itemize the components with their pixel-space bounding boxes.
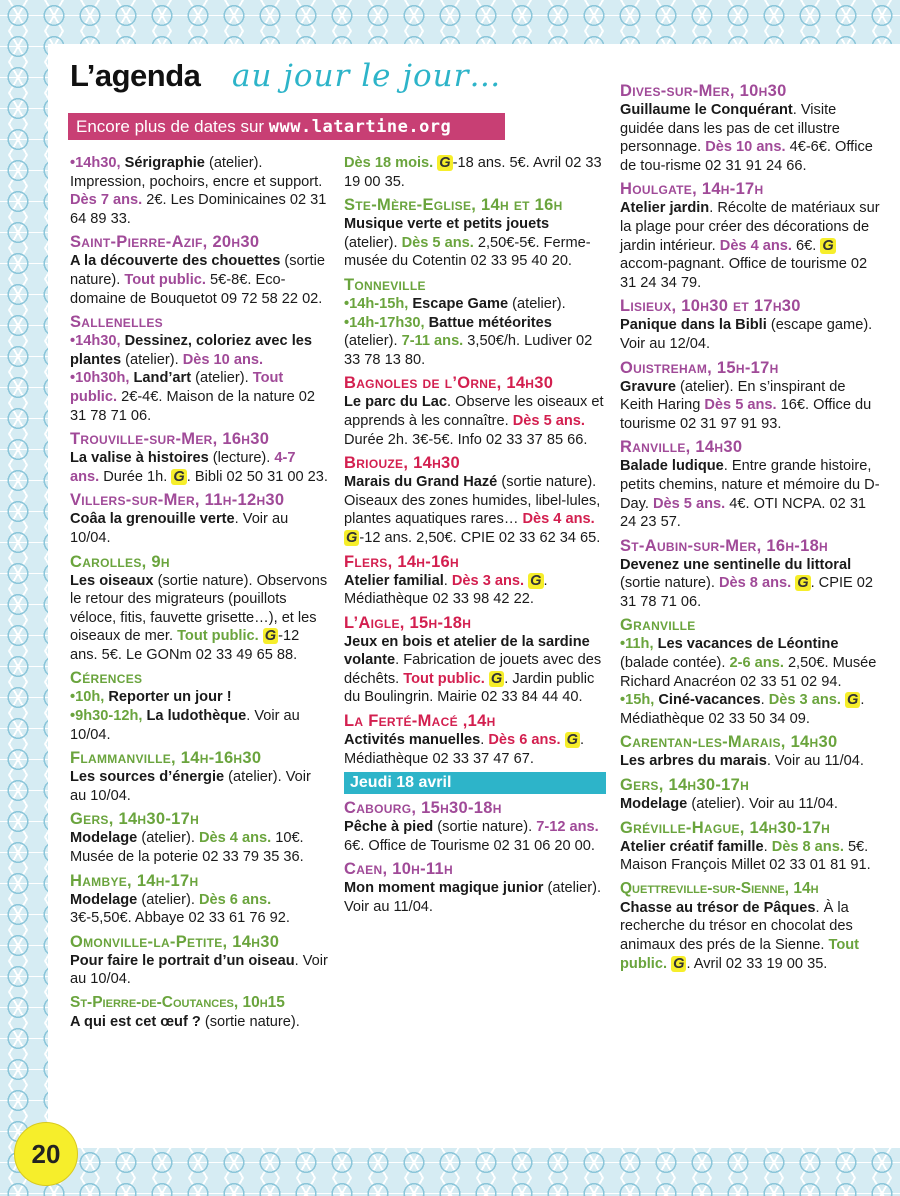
event-city: Gréville-Hague, 14h30-17h <box>620 818 831 837</box>
event-entry <box>344 572 604 609</box>
event-title: Coâa la grenouille verte <box>70 511 235 528</box>
event-entry <box>620 316 882 353</box>
event-details: Durée 1h. <box>99 468 172 485</box>
event-title: Activités manuelles <box>344 732 481 749</box>
event-entry <box>620 556 882 612</box>
event-age: 2-6 ans. <box>729 655 784 672</box>
event-time: •14h-17h30, <box>344 314 429 331</box>
event-city: L’Aigle, 15h-18h <box>344 613 472 632</box>
event-time: •9h30-12h, <box>70 708 147 725</box>
event-age: Tout public. <box>620 937 860 972</box>
event-title: Pêche à pied <box>344 819 434 836</box>
page-title: L’agenda <box>70 58 201 93</box>
event-details: 6€. <box>791 237 821 254</box>
event-city: Quettreville-sur-Sienne, 14h <box>620 879 819 897</box>
event-city: Houlgate, 14h-17h <box>620 180 764 199</box>
event-age: Tout public. <box>177 628 259 645</box>
event-age: Dès 10 ans. <box>182 351 264 368</box>
event-title: Modelage <box>70 830 138 847</box>
event-details: (sortie nature). <box>433 819 537 836</box>
event-details: . <box>480 732 489 749</box>
event-title: Chasse au trésor de Pâques <box>620 899 816 916</box>
page-number-badge: 20 <box>14 1122 78 1186</box>
event-details: -12 ans. 2,50€. CPIE 02 33 62 34 65. <box>359 529 601 546</box>
event-details: 5€-8€. Eco-domaine de Bouquetot 09 72 58 22 02. <box>70 271 323 307</box>
event-city: Dives-sur-Mer, 10h30 <box>620 82 787 100</box>
event-title: Guillaume le Conquérant <box>620 102 793 118</box>
event-details: 4€-6€. Office de tou-risme 02 31 91 24 66. <box>620 139 873 174</box>
event-entry <box>620 457 882 531</box>
event-details: 10€. Musée de la poterie 02 33 79 35 36. <box>70 830 304 866</box>
event-details: . Voir au 10/04. <box>70 952 328 988</box>
event-city: Ste-Mère-Eglise, 14h et 16h <box>344 196 563 215</box>
event-entry <box>344 393 604 449</box>
event-title: Le parc du Lac <box>344 394 447 411</box>
event-city: Flammanville, 14h-16h30 <box>70 749 262 768</box>
event-details: (atelier). <box>121 351 183 368</box>
event-entry <box>70 891 328 928</box>
event-time: •14h-15h, <box>344 295 413 312</box>
event-details: . Médiathèque 02 33 50 34 09. <box>620 692 865 727</box>
free-badge: G <box>673 955 685 972</box>
event-city: Villers-sur-Mer, 11h-12h30 <box>70 491 285 510</box>
free-badge: G <box>566 732 579 749</box>
event-title: Sérigraphie <box>124 155 205 171</box>
event-details: (atelier). <box>508 295 566 312</box>
event-title: Atelier jardin <box>620 200 710 217</box>
event-entry <box>620 691 882 728</box>
banner-prefix: Encore plus de dates sur <box>76 117 269 136</box>
event-title: A qui est cet œuf ? <box>70 1014 201 1030</box>
event-details: . Jardin public du Boulingrin. Mairie 02 33 84 44 40. <box>344 670 595 706</box>
event-details: . Récolte de matériaux sur la plage pour créer des décorations de jardin intérieur. <box>620 200 880 254</box>
event-details: (atelier). <box>191 370 253 387</box>
event-title: La valise à histoires <box>70 450 209 467</box>
event-details: 5€. Maison François Millet 02 33 01 81 91. <box>620 838 871 874</box>
free-badge: G <box>530 572 542 589</box>
event-city: Cabourg, 15h30-18h <box>344 799 502 818</box>
free-badge: G <box>173 468 185 485</box>
event-age: Dès 10 ans. <box>705 139 786 156</box>
event-entry <box>344 473 604 547</box>
event-details: 16€. Office du tourisme 02 31 97 91 93. <box>620 397 872 432</box>
event-time: •10h30h, <box>70 370 134 387</box>
event-details: 6€. Office de Tourisme 02 31 06 20 00. <box>344 837 595 854</box>
event-city: St-Aubin-sur-Mer, 16h-18h <box>620 536 829 555</box>
event-time: •11h, <box>620 636 658 653</box>
event-age: Dès 6 ans. <box>488 732 561 749</box>
event-details: . Fabrication de jouets avec des déchêts. <box>344 652 602 687</box>
event-title: Modelage <box>620 796 688 813</box>
event-city: Granville <box>620 616 696 635</box>
event-age: 7-12 ans. <box>536 819 599 836</box>
event-details: . À la recherche du trésor en chocolat des animaux des prés de la Sienne. <box>620 899 853 953</box>
event-details: (atelier). <box>344 333 402 350</box>
event-entry <box>344 295 604 314</box>
event-city: Omonville-la-Petite, 14h30 <box>70 932 280 951</box>
event-entry <box>70 1013 328 1032</box>
event-time: •15h, <box>620 692 659 709</box>
event-city: Sallenelles <box>70 313 163 332</box>
event-entry <box>70 510 328 547</box>
event-details: 2,50€. Musée Richard Anacréon 02 33 51 02 94. <box>620 655 877 690</box>
agenda-column-3 <box>620 79 882 977</box>
event-details: (atelier). <box>137 891 199 908</box>
free-badge: G <box>439 155 451 171</box>
event-entry <box>620 795 882 814</box>
event-city: Cérences <box>70 669 143 688</box>
event-age: 4-7 ans. <box>70 450 296 485</box>
event-entry <box>620 101 882 175</box>
event-entry <box>344 314 604 370</box>
event-age: Dès 5 ans. <box>652 495 726 512</box>
event-entry <box>70 829 328 866</box>
event-details: (atelier). <box>344 234 402 251</box>
event-details: -18 ans. 5€. Avril 02 33 19 00 35. <box>344 155 602 190</box>
event-details: . Bibli 02 50 31 00 23. <box>186 468 328 485</box>
event-entry <box>70 449 328 486</box>
event-details: Durée 2h. 3€-5€. Info 02 33 37 85 66. <box>344 431 588 448</box>
event-age: Dès 6 ans. <box>198 891 272 908</box>
event-title: Atelier familial <box>344 572 444 589</box>
day-header: Jeudi 18 avril <box>344 772 606 794</box>
event-details: (escape game). Voir au 12/04. <box>620 317 873 352</box>
event-entry <box>620 752 882 771</box>
event-title: Atelier créatif famille <box>620 838 764 855</box>
event-details: . Voir au 11/04. <box>766 753 864 770</box>
event-entry <box>70 332 328 369</box>
event-entry <box>620 838 882 875</box>
event-title: Mon moment magique junior <box>344 880 544 897</box>
event-title: Les vacances de Léontine <box>657 636 839 653</box>
event-details: 4€. OTI NCPA. 02 31 24 23 57. <box>620 495 867 531</box>
event-entry <box>344 215 604 271</box>
event-title: Les arbres du marais <box>620 753 767 770</box>
event-city: Trouville-sur-Mer, 16h30 <box>70 430 270 449</box>
event-age: 7-11 ans. <box>401 333 464 350</box>
event-details: . Voir au 10/04. <box>70 511 289 546</box>
event-title: Musique verte et petits jouets <box>344 216 550 233</box>
event-details: (atelier). Impression, pochoirs, encre et support. <box>70 155 323 190</box>
event-city: La Ferté-Macé ,14h <box>344 712 496 731</box>
event-details: . Médiathèque 02 33 37 47 67. <box>344 732 585 767</box>
event-title: Les sources d’énergie <box>70 769 225 786</box>
event-entry <box>70 252 328 308</box>
event-details: accom-pagnant. Office de tourisme 02 31 24 34 79. <box>620 256 868 291</box>
event-age: Dès 4 ans. <box>198 830 272 847</box>
page-title-script: au jour le jour… <box>232 58 502 94</box>
event-details: (atelier). Voir au 11/04. <box>344 880 602 916</box>
event-title: Devenez une sentinelle du littoral <box>620 556 852 573</box>
event-title: Escape Game <box>412 295 509 312</box>
event-city: Ranville, 14h30 <box>620 438 743 457</box>
event-details: (atelier). Voir au 10/04. <box>70 769 311 804</box>
event-city: Briouze, 14h30 <box>344 454 460 473</box>
event-city: St-Pierre-de-Coutances, 10h15 <box>70 994 285 1011</box>
website-banner <box>68 113 505 140</box>
event-entry <box>344 879 604 916</box>
free-badge: G <box>822 237 834 254</box>
event-age: Tout public. <box>124 271 206 288</box>
event-city: Hambye, 14h-17h <box>70 871 199 890</box>
free-badge: G <box>490 670 503 687</box>
event-age: Tout public. <box>70 370 284 405</box>
event-entry <box>70 369 328 425</box>
event-title: Modelage <box>70 891 138 908</box>
event-entry <box>620 378 882 434</box>
event-details: -12 ans. 5€. Le GONm 02 33 49 65 88. <box>70 628 300 663</box>
event-entry <box>620 899 882 973</box>
event-entry <box>344 633 604 707</box>
event-details: . <box>760 692 769 709</box>
event-details: (sortie nature). <box>200 1014 300 1030</box>
event-city: Tonneville <box>344 275 426 294</box>
event-age: Dès 8 ans. <box>718 575 792 592</box>
free-badge: G <box>346 529 358 546</box>
event-details: . CPIE 02 31 78 71 06. <box>620 575 874 610</box>
event-title: Battue météorites <box>428 314 552 331</box>
event-age: Dès 4 ans. <box>522 511 595 528</box>
event-details: . Observe les oiseaux et apprends à les connaître. <box>344 394 604 429</box>
banner-url-link[interactable]: www.latartine.org <box>268 117 452 137</box>
event-entry <box>344 154 604 191</box>
event-age: Tout public. <box>403 670 485 687</box>
event-details: . Entre grande histoire, petits chemins, nature et mémoire du D-Day. <box>620 458 880 512</box>
event-title: Pour faire le portrait d’un oiseau <box>70 952 295 969</box>
event-details: (sortie nature). Oiseaux des zones humides, libel-lules, plantes aquatiques rares… <box>344 474 601 528</box>
event-city: Caen, 10h-11h <box>344 860 453 879</box>
event-city: Lisieux, 10h30 et 17h30 <box>620 297 801 316</box>
event-age: Dès 8 ans. <box>771 838 844 855</box>
event-city: Carentan-les-Marais, 14h30 <box>620 733 838 752</box>
event-details: . Voir au 10/04. <box>70 708 300 743</box>
agenda-column-1 <box>70 154 328 1036</box>
event-details: (atelier). En s’inspirant de Keith Haring <box>620 378 846 414</box>
event-age: Dès 5 ans. <box>401 234 474 251</box>
event-details: . Avril 02 33 19 00 35. <box>686 955 828 972</box>
event-details: (sortie nature). <box>620 575 719 592</box>
event-details: 3,50€/h. Ludiver 02 33 78 13 80. <box>344 333 593 368</box>
event-age: Dès 7 ans. <box>70 192 143 209</box>
event-title: Les oiseaux <box>70 572 154 589</box>
event-entry <box>344 731 604 768</box>
event-details: (sortie nature). Observons le retour des migrateurs (pouillots véloce, fitis, fauvette grisette…), et les oiseaux de mer. <box>70 572 328 645</box>
event-city: Gers, 14h30-17h <box>620 776 750 795</box>
event-city: Bagnoles de l’Orne, 14h30 <box>344 374 554 393</box>
event-entry <box>70 154 328 228</box>
event-entry <box>70 952 328 989</box>
event-time: •14h30, <box>70 333 125 350</box>
free-badge: G <box>797 575 809 592</box>
event-title: A la découverte des chouettes <box>70 253 281 270</box>
event-entry <box>620 199 882 292</box>
event-details: (balade contée). <box>620 655 730 672</box>
event-details: (atelier). Voir au 11/04. <box>687 796 838 813</box>
event-details: 2€-4€. Maison de la nature 02 31 78 71 06. <box>70 388 315 424</box>
event-title: Ciné-vacances <box>658 692 761 709</box>
event-age: Dès 18 mois. <box>344 155 434 171</box>
event-title: Land’art <box>133 370 192 387</box>
event-time: •10h, <box>70 689 109 706</box>
event-city: Ouistreham, 15h-17h <box>620 358 779 377</box>
event-details: (lecture). <box>208 450 275 467</box>
event-age: Dès 3 ans. <box>451 572 525 589</box>
event-entry <box>70 707 328 744</box>
free-badge: G <box>846 692 859 709</box>
event-entry <box>70 688 328 707</box>
event-details: (atelier). <box>137 830 199 847</box>
event-details: 2€. Les Dominicaines 02 31 64 89 33. <box>70 192 327 227</box>
event-time: •14h30, <box>70 155 125 171</box>
event-details: . <box>763 838 772 855</box>
event-entry <box>70 768 328 805</box>
event-city: Saint-Pierre-Azif, 20h30 <box>70 233 260 252</box>
event-age: Dès 4 ans. <box>719 237 792 254</box>
event-details: 3€-5,50€. Abbaye 02 33 61 76 92. <box>70 910 290 927</box>
event-city: Flers, 14h-16h <box>344 552 459 571</box>
event-age: Dès 5 ans. <box>704 397 777 414</box>
event-title: Marais du Grand Hazé <box>344 474 498 491</box>
event-details: . Visite guidée dans les pas de cet illustre personnage. <box>620 102 840 156</box>
event-entry <box>70 572 328 665</box>
event-city: Carolles, 9h <box>70 552 170 571</box>
event-age: Dès 3 ans. <box>768 692 841 709</box>
event-details: 2,50€-5€. Ferme-musée du Cotentin 02 33 95 40 20. <box>344 234 591 270</box>
event-details: . <box>443 572 452 589</box>
event-details: . Médiathèque 02 33 98 42 22. <box>344 572 548 608</box>
event-entry <box>344 818 604 855</box>
agenda-column-2 <box>344 154 604 921</box>
event-entry <box>620 635 882 691</box>
event-details: (sortie nature). <box>70 253 325 288</box>
event-title: La ludothèque <box>146 708 247 725</box>
free-badge: G <box>264 628 277 645</box>
event-title: Reporter un jour ! <box>108 689 232 706</box>
event-title: Gravure <box>620 378 676 395</box>
event-age: Dès 5 ans. <box>512 412 585 429</box>
event-title: Panique dans la Bibli <box>620 317 767 334</box>
event-title: Jeux en bois et atelier de la sardine volante <box>344 633 590 669</box>
event-city: Gers, 14h30-17h <box>70 810 200 829</box>
event-title: Dessinez, coloriez avec les plantes <box>70 333 312 368</box>
event-title: Balade ludique <box>620 458 724 475</box>
